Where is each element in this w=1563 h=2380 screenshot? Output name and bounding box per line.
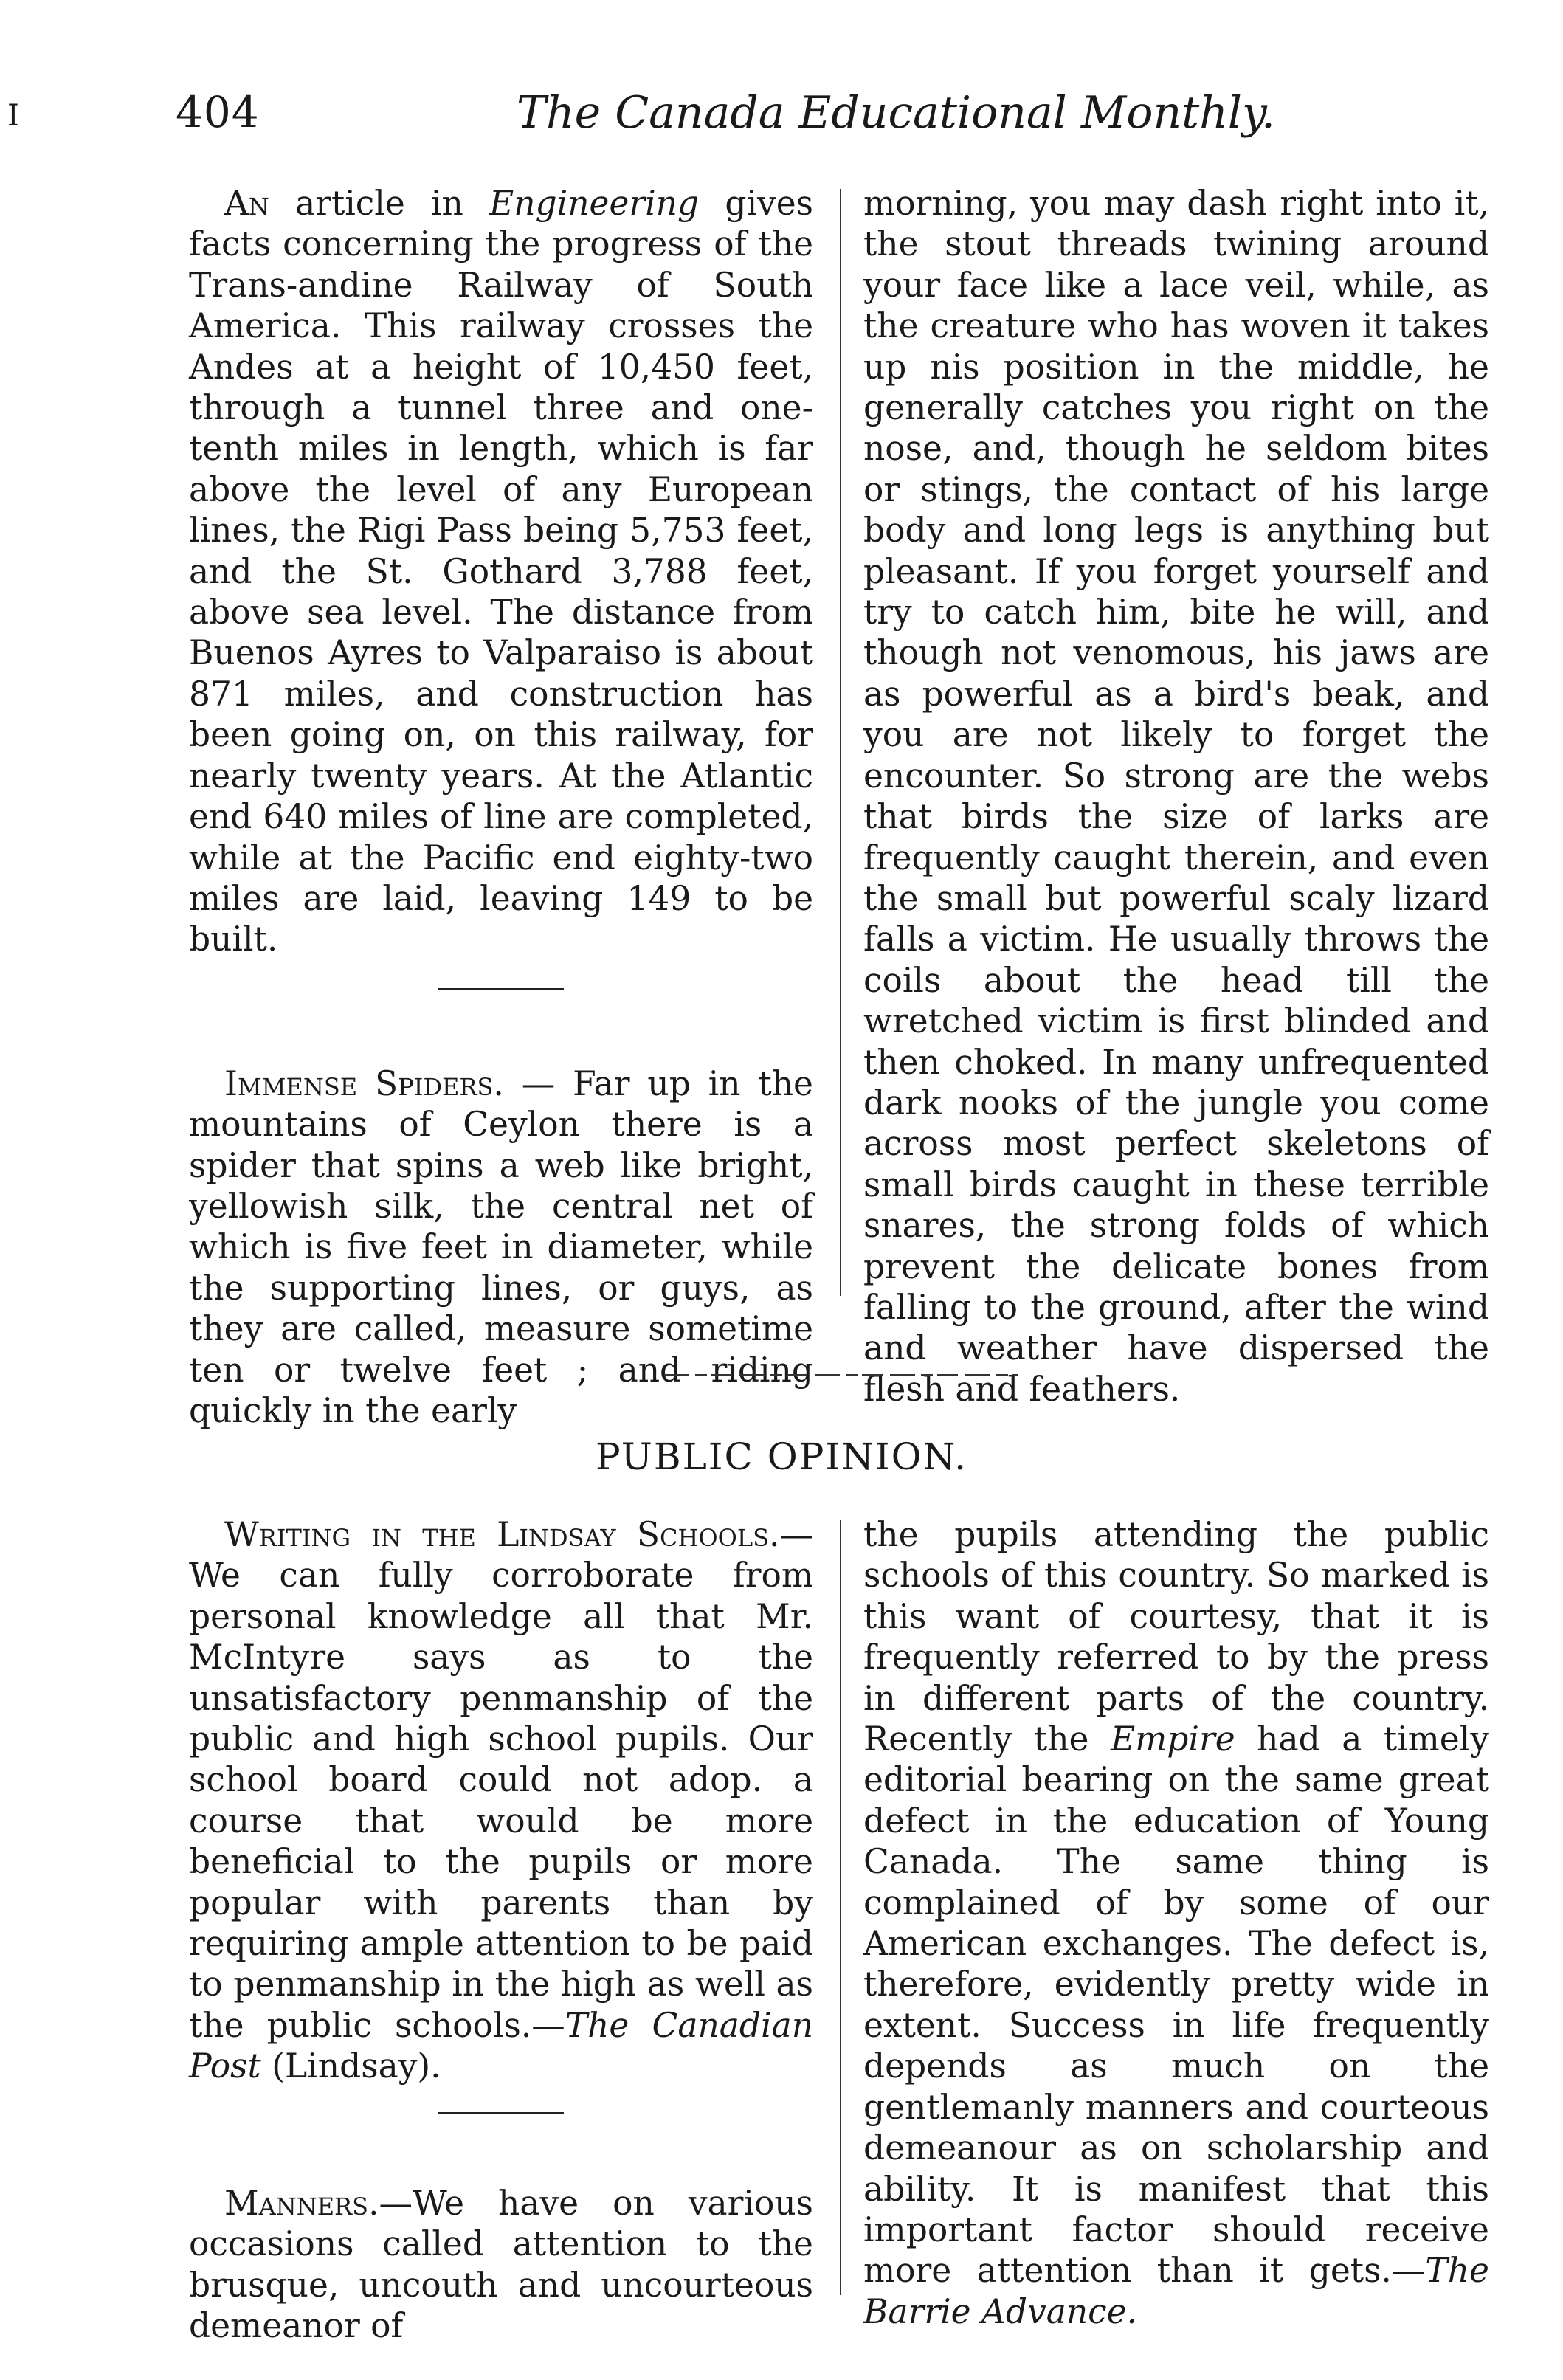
article-railway [189, 183, 813, 960]
running-title: The Canada Educational Monthly. [517, 87, 1276, 139]
page-number: 404 [176, 87, 260, 137]
section-title: PUBLIC OPINION. [595, 1435, 968, 1478]
page-header [0, 87, 1563, 154]
article-heading: Writing in the Lindsay Schools. [224, 1515, 780, 1554]
opinion-writing [189, 1514, 813, 2087]
article-text: gives facts concerning the progress of the Trans-andine Railway of South America. This railway crosses the Andes at a height of 10,450 feet, through a tunnel three and one-tenth miles in length, which is far above the level of any European lines, the Rigi Pass being 5,753 feet, and the St. Gothard 3,788 feet, above sea level. The distance from Buenos Ayres to Valparaiso is about 871 miles, and construction has been going on, on this railway, for nearly twenty years. At the Atlantic end 640 miles of line are completed, while at the Pacific end eighty-two miles are laid, leaving 149 to be built. [189, 184, 813, 959]
article-text: the pupils attending the public schools of this country. So marked is this want of courtesy, that it is frequently referred to by the press in different parts of the country. Recently the [863, 1515, 1489, 1759]
source-citation: The Barrie Advance. [863, 2251, 1489, 2331]
article-text: — Far up in the mountains of Ceylon there is a spider that spins a web like bright, yellowish silk, the central net of which is five feet in diameter, while the supporting lines, or guys, as they are called, measure sometime ten or twelve feet ; and riding quickly in the early [189, 1063, 813, 1430]
opinion-manners-continued [863, 1514, 1489, 2332]
column-bottom-right [863, 1514, 1489, 2332]
article-text: —We have on various occasions called attention to the brusque, uncouth and uncourteous demeanor of [189, 2183, 813, 2345]
opinion-manners [189, 2183, 813, 2347]
article-heading: Immense Spiders. [224, 1063, 504, 1103]
column-divider-top [840, 189, 841, 1296]
article-text: —We can fully corroborate from personal knowledge all that Mr. McIntyre says as to the unsatisfactory penmanship of the public and high school pupils. Our school board could not adop. a course that would be more beneficial to the pupils or more popular with parents than by requiring ample attention to be paid to penmanship in the high as well as the public schools.— [189, 1515, 813, 2045]
article-separator [438, 2112, 564, 2114]
article-text: article in [269, 184, 490, 223]
newspaper-name: Empire [1110, 1720, 1235, 1759]
source-citation: The Canadian Post [189, 2005, 814, 2086]
article-spiders-continued: morning, you may dash right into it, the stout threads twining around your face like a lace veil, while, as the creature who has woven it takes up nis position in the middle, he generally catches you right on the nose, and, though he seldom bites or stings, the contact of his large body and long legs is anything but pleasant. If you forget yourself and try to catch him, bite he will, and though not venomous, his jaws are as powerful as a bird's beak, and you are not likely to forget the encounter. So strong are the webs that birds the size of larks are frequently caught therein, and even the small but powerful scaly lizard falls a victim. He usually throws the coils about the head till the wretched victim is first blinded and then choked. In many unfrequented dark nooks of the jungle you come across most perfect skeletons of small birds caught in these terrible snares, the strong folds of which prevent the delicate bones from falling to the ground, after the wind and weather have dispersed the flesh and feathers. [863, 184, 1489, 1409]
column-top-right [863, 183, 1489, 1410]
column-top-left [189, 183, 813, 1431]
article-separator [438, 988, 564, 990]
margin-mark: I [7, 99, 19, 133]
article-text: had a timely editorial bearing on the same great defect in the education of Young Canada. The same thing is complained of by some of our American exchanges. The defect is, therefore, evidently pretty wide in extent. Success in life frequently depends as much on the gentlemanly manners and courteous demeanour as on scholarship and ability. It is manifest that this important factor should receive more attention than it gets.— [863, 1720, 1489, 2291]
article-heading: Manners. [224, 2183, 379, 2223]
column-bottom-left [189, 1514, 813, 2346]
column-divider-bottom [840, 1520, 841, 2295]
section-break-rule [664, 1373, 1018, 1377]
journal-name: Engineering [489, 184, 700, 223]
article-lead-word: An [224, 184, 269, 223]
article-text: (Lindsay). [260, 2046, 441, 2086]
